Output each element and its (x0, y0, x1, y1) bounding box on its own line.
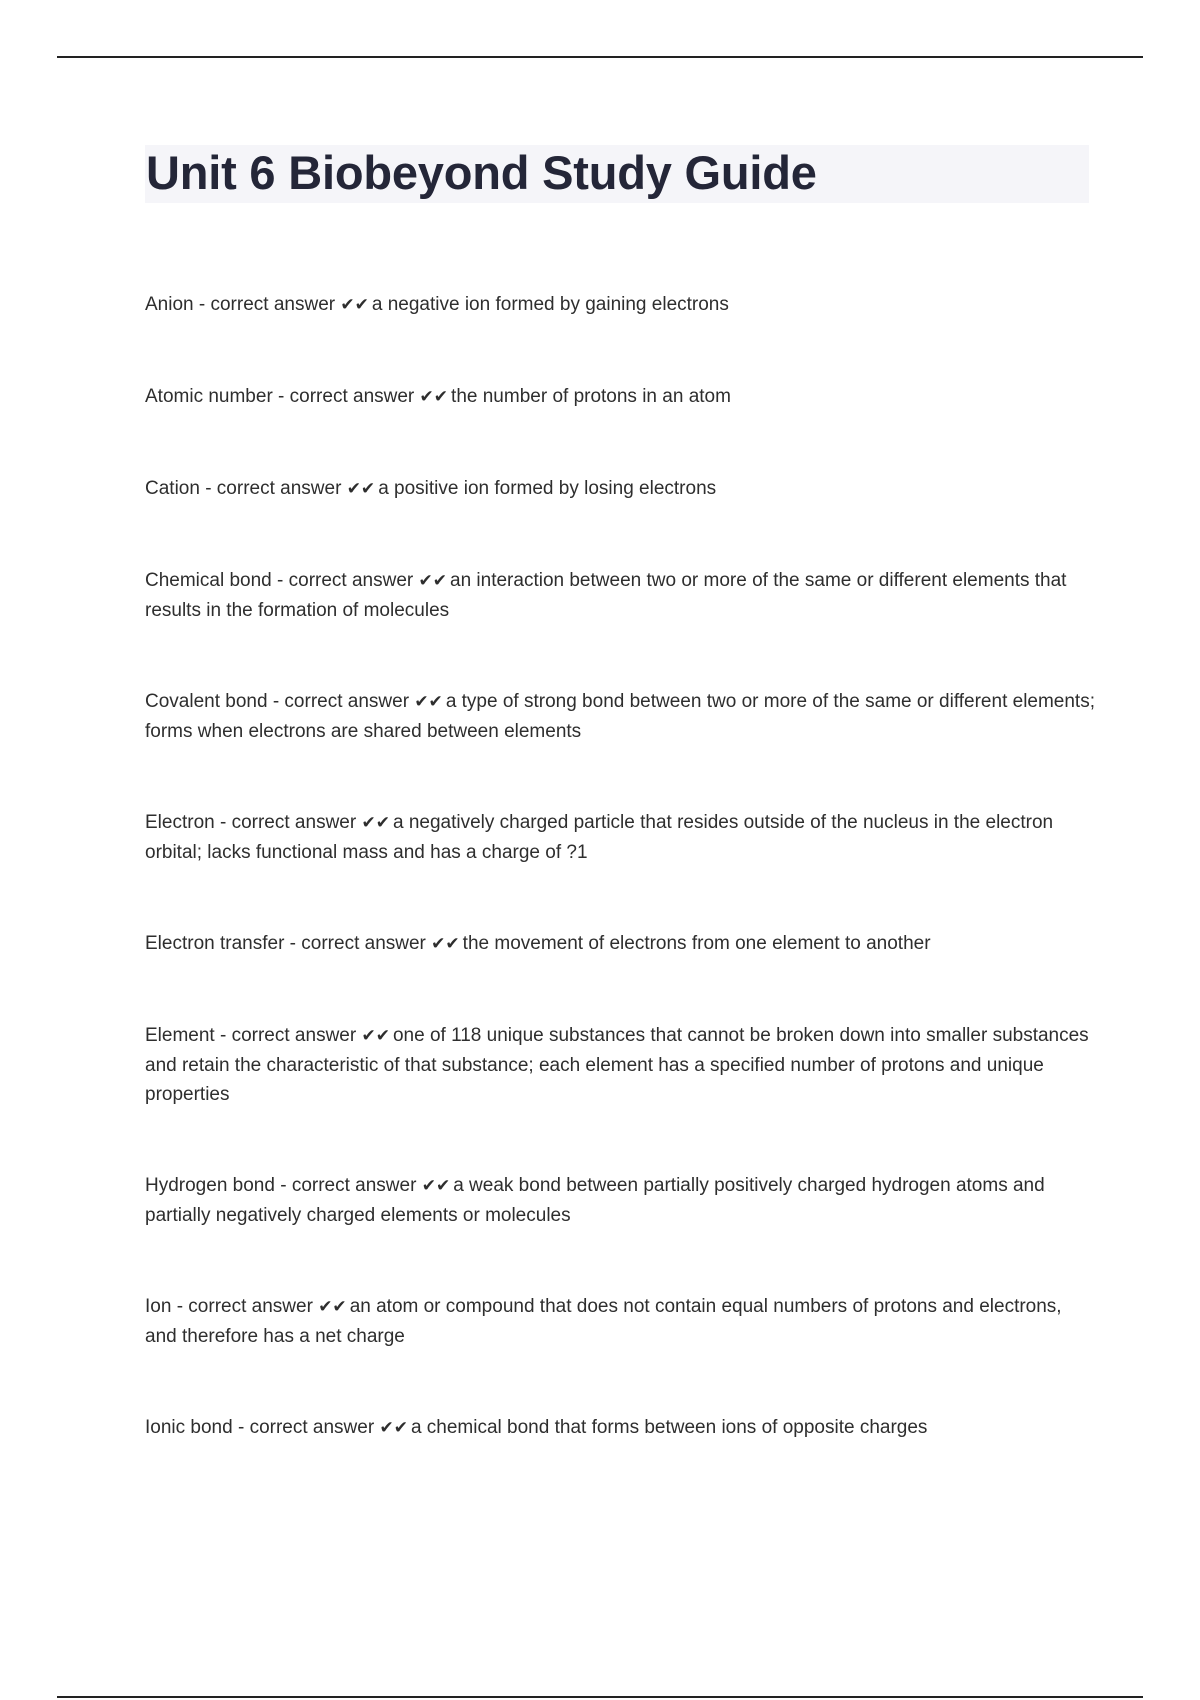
entry-definition: an interaction between two or more of the same or different elements that results in the formation of molecules (145, 570, 1067, 621)
entry-definition: the number of protons in an atom (451, 386, 731, 407)
check-icon: ✔✔ (419, 387, 449, 407)
check-icon: ✔✔ (379, 1418, 408, 1438)
entry-term: Anion (145, 294, 194, 315)
entry-definition: a negatively charged particle that resides outside of the nucleus in the electron orbital; lacks functional mass and has a charge of ?1 (145, 812, 1054, 863)
glossary-entry (145, 474, 1095, 504)
check-icon: ✔✔ (340, 295, 369, 315)
glossary-entry (145, 808, 1095, 867)
check-icon: ✔✔ (361, 1026, 390, 1046)
entry-separator: - correct answer (214, 1025, 362, 1046)
entry-separator: - correct answer (271, 570, 419, 591)
entry-term: Ion (145, 1296, 172, 1317)
header-rule (57, 56, 1143, 58)
entry-definition: the movement of electrons from one element to another (462, 933, 931, 954)
entry-definition: a negative ion formed by gaining electrons (371, 294, 729, 315)
entry-separator: - correct answer (272, 386, 420, 407)
entry-separator: - correct answer (267, 691, 415, 712)
entry-term: Hydrogen bond (145, 1175, 275, 1196)
entry-separator: - correct answer (214, 812, 362, 833)
entry-term: Electron (145, 812, 215, 833)
entry-separator: - correct answer (193, 294, 341, 315)
check-icon: ✔✔ (421, 1176, 451, 1196)
entry-definition: a type of strong bond between two or more of the same or different elements; forms when electrons are shared between elements (145, 691, 1095, 742)
glossary-entry (145, 382, 1095, 412)
glossary-entry (145, 566, 1095, 625)
entry-separator: - correct answer (171, 1296, 319, 1317)
check-icon: ✔✔ (318, 1297, 347, 1317)
entry-term: Element (145, 1025, 215, 1046)
entry-definition: one of 118 unique substances that cannot be broken down into smaller substances and retain the characteristic of that substance; each element has a specified number of protons and unique properties (145, 1025, 1089, 1105)
glossary-entry (145, 1413, 1095, 1443)
page-title: Unit 6 Biobeyond Study Guide (146, 146, 817, 199)
check-icon: ✔✔ (418, 571, 448, 591)
glossary-entry (145, 290, 1095, 320)
entry-separator: - correct answer (274, 1175, 422, 1196)
glossary-entry (145, 929, 1095, 959)
check-icon: ✔✔ (431, 934, 460, 954)
entry-separator: - correct answer (199, 478, 347, 499)
entry-definition: a weak bond between partially positively charged hydrogen atoms and partially negatively charged elements or molecules (145, 1175, 1045, 1226)
entry-definition: an atom or compound that does not contain equal numbers of protons and electrons, and therefore has a net charge (145, 1296, 1062, 1347)
entry-separator: - correct answer (232, 1417, 380, 1438)
entry-term: Atomic number (145, 386, 273, 407)
glossary-entry (145, 687, 1095, 746)
glossary-entry (145, 1171, 1095, 1230)
entry-term: Ionic bond (145, 1417, 233, 1438)
glossary-entry (145, 1021, 1095, 1109)
check-icon: ✔✔ (414, 692, 443, 712)
entry-term: Cation (145, 478, 200, 499)
entry-definition: a chemical bond that forms between ions of opposite charges (410, 1417, 928, 1438)
entry-term: Chemical bond (145, 570, 272, 591)
glossary-list (145, 290, 1095, 1443)
footer-rule (57, 1696, 1143, 1698)
entry-term: Electron transfer (145, 933, 285, 954)
entry-definition: a positive ion formed by losing electrons (378, 478, 717, 499)
glossary-entry (145, 1292, 1095, 1351)
check-icon: ✔✔ (361, 813, 390, 833)
entry-term: Covalent bond (145, 691, 268, 712)
entry-separator: - correct answer (284, 933, 432, 954)
check-icon: ✔✔ (346, 479, 376, 499)
